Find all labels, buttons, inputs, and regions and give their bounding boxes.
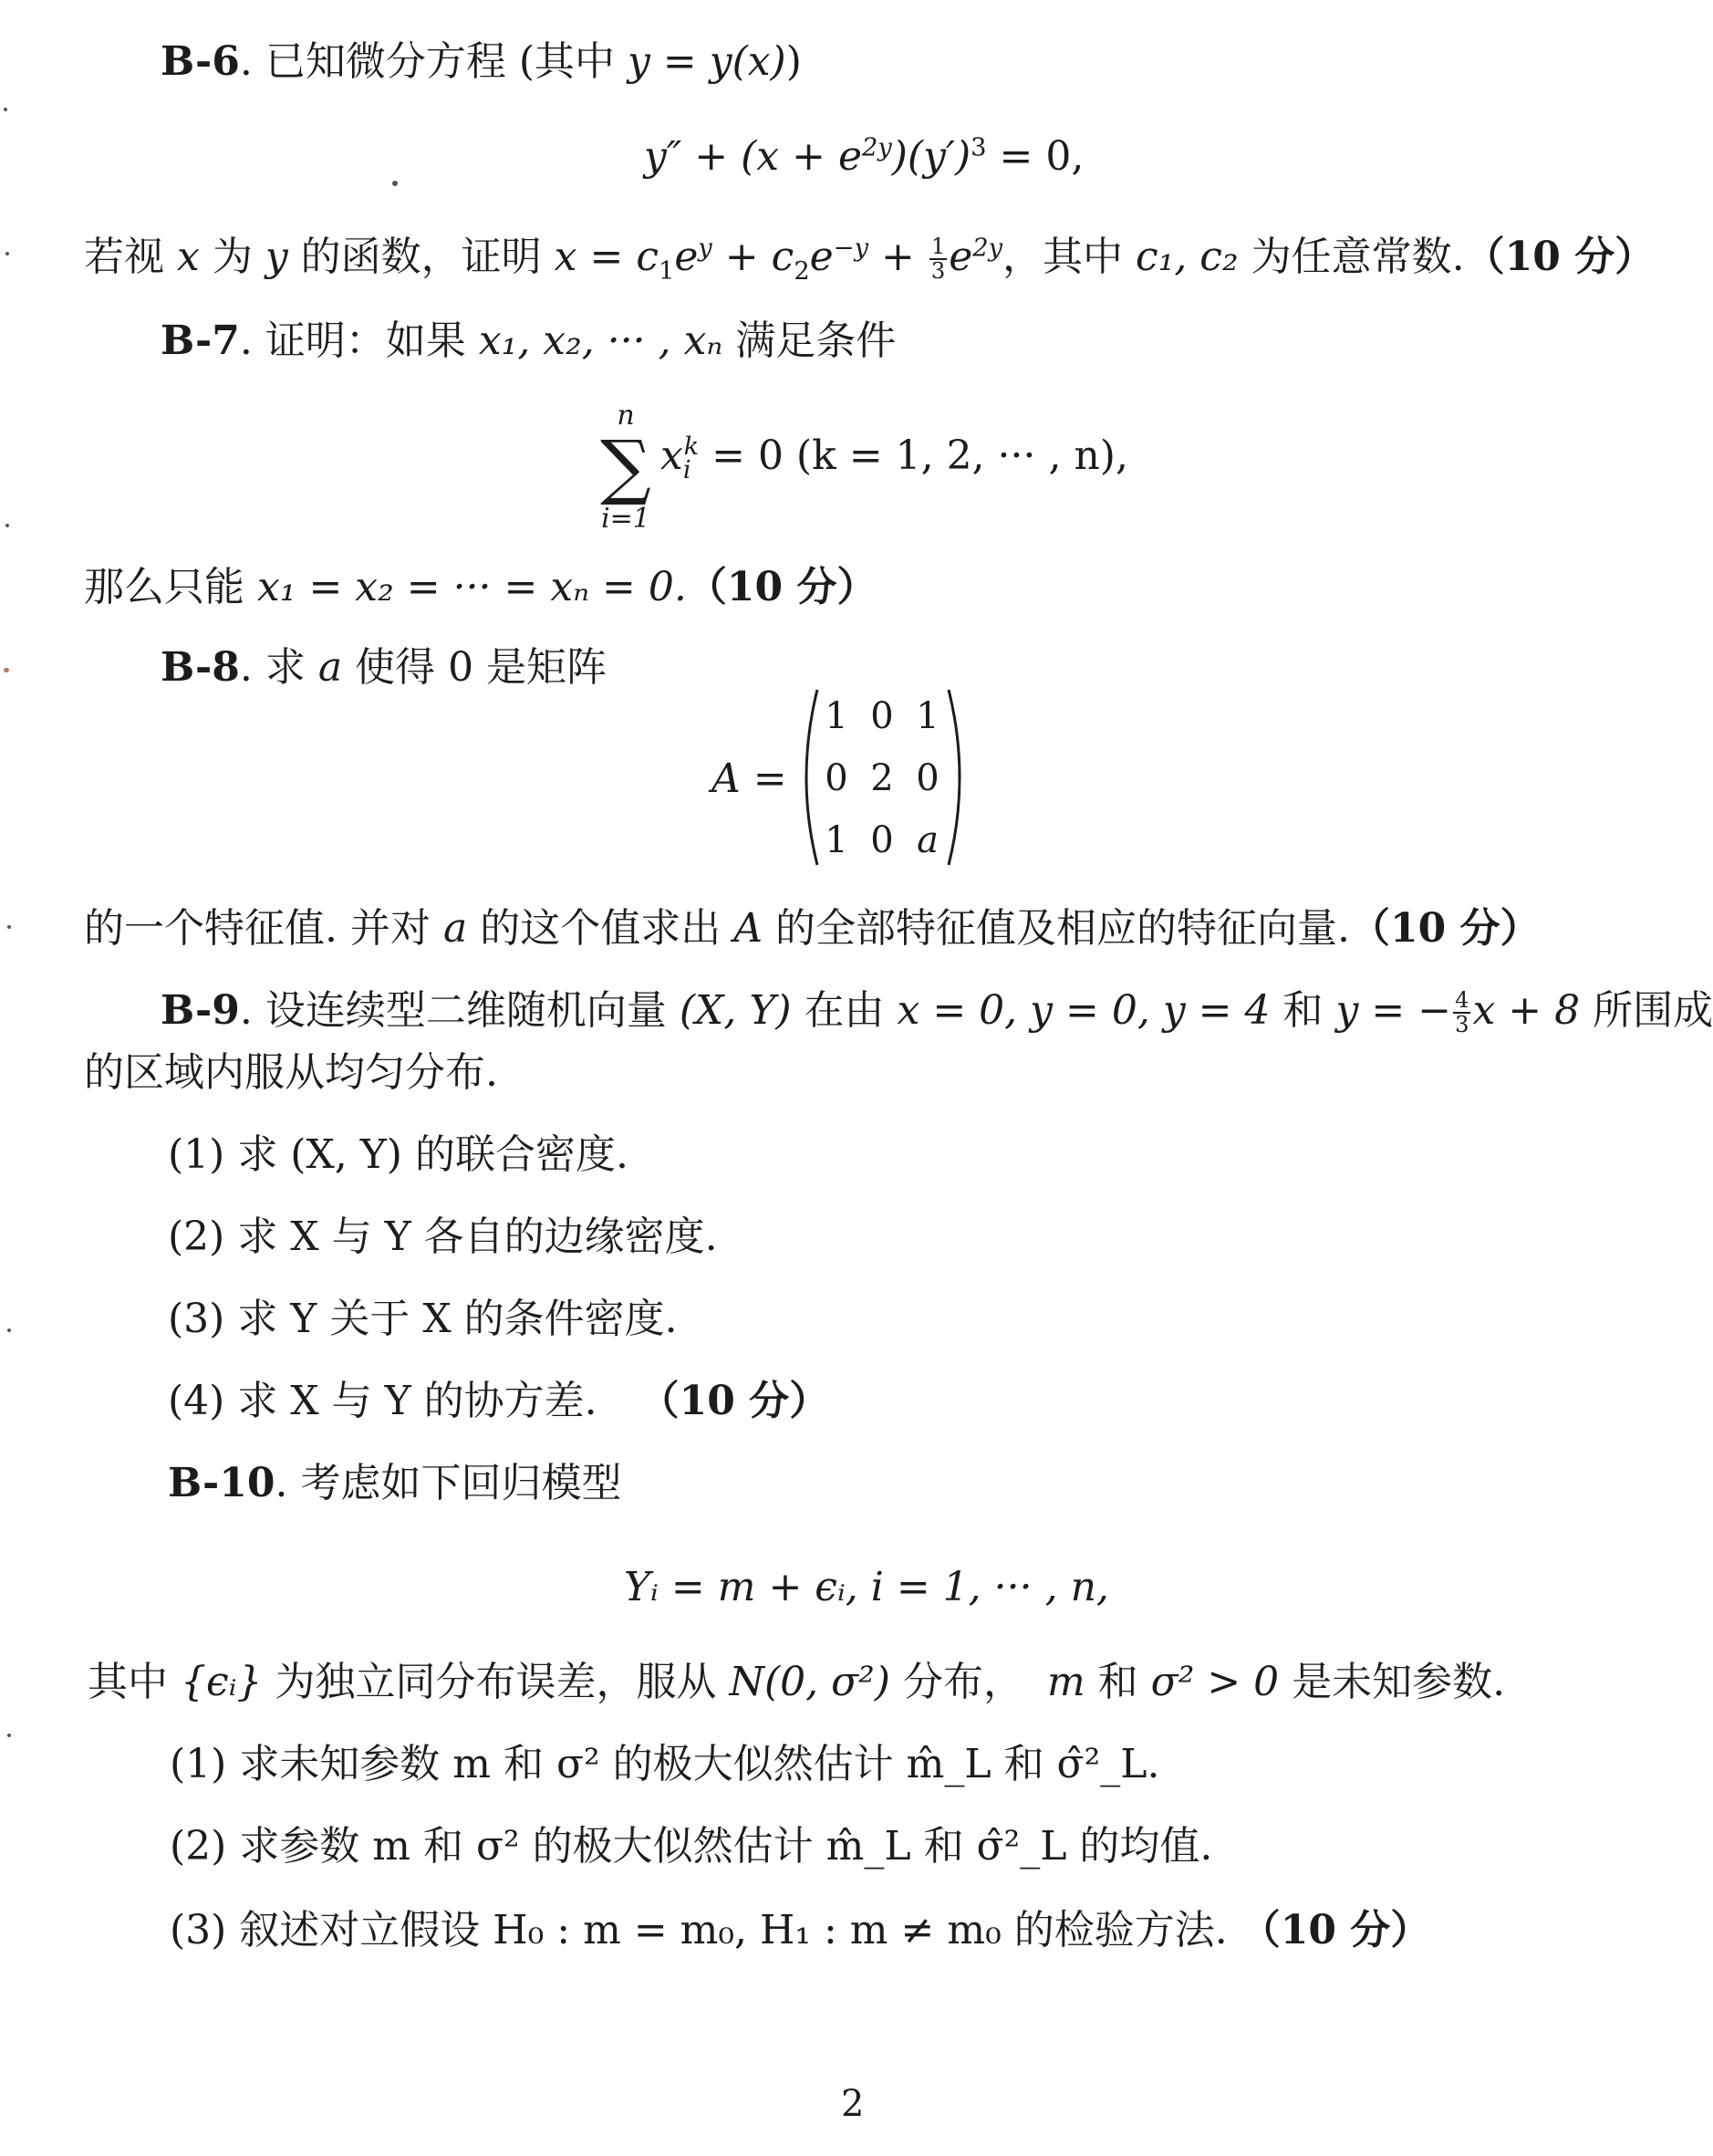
b10-desc-b: 为独立同分布误差，服从 [262,1659,730,1705]
scan-speck [4,668,9,672]
b6-text-b: 为 [199,233,265,280]
b7-condition: $x_i^k = 0$ (k = 1, 2, ··· , n), [660,432,1128,484]
scan-speck [7,925,11,929]
scan-speck [392,181,398,186]
b6-text-c: 的函数，证明 [287,233,555,280]
b6-x: x [177,233,200,280]
b9-item-2: (2) 求 X 与 Y 各自的边缘密度. [168,1213,718,1260]
b7-intro-end: 满足条件 [722,318,897,364]
b10-dist: N(0, σ²) [729,1659,890,1705]
b10-intro: . 考虑如下回归模型 [275,1460,622,1506]
b8-a-ref: a [442,905,468,952]
b9-item-3: (3) 求 Y 关于 X 的条件密度. [168,1296,678,1342]
b6-y: y [265,233,288,280]
b10-item-3-row [170,1907,1431,1953]
b7-intro: . 证明：如果 [239,318,479,364]
b9-line-a: y = − [1335,986,1452,1034]
b8-heading [161,644,607,691]
b9-xy: (X, Y) [679,986,792,1034]
b8-score: （10 分） [1349,905,1541,952]
b7-conclusion [84,564,877,610]
b9-he: 和 [1270,986,1336,1034]
b6-claim-formula: $x = c_1e^y + c_2e^{-y}$ + $\frac{1}{3}$ $e^{2y}$ [554,233,1003,286]
b10-desc-c: 分布， [889,1659,1023,1705]
b7-conclusion-eq: x₁ = x₂ = ··· = xₙ = 0. [257,564,687,610]
scan-speck [4,108,7,111]
b7-summation [591,400,660,535]
b6-consts: c₁, c₂ [1136,233,1239,280]
b6-intro-y: y = y(x) [628,38,786,85]
b10-desc-e: 是未知参数. [1279,1659,1506,1705]
b7-score: （10 分） [686,564,877,610]
b9-intro-line2: 的区域内服从均匀分布. [84,1049,498,1096]
b6-label: B-6 [161,38,240,85]
scan-speck [5,524,9,527]
matrix-cell: 0 [916,757,940,799]
sigma-symbol: ∑ [600,426,651,508]
b9-frac-den: 3 [1455,1012,1469,1038]
b6-text-d: 为任意常数. [1238,233,1465,280]
b8-matrix [794,686,972,869]
matrix-cell: 1 [916,695,940,737]
b6-intro-end: ) [785,38,802,85]
b9-intro: . 设连续型二维随机向量 [239,986,680,1034]
matrix-cell: 1 [825,695,848,737]
b7-vars: x₁, x₂, ··· , xₙ [478,318,723,364]
b10-params: m [1046,1659,1085,1705]
b10-desc-d: 和 [1085,1659,1151,1705]
b9-intro-mid: 在由 [791,986,898,1034]
b10-eps: {ϵᵢ} [181,1659,263,1705]
b9-label: B-9 [161,986,240,1034]
b6-text-a: 若视 [84,233,177,280]
b7-sum-upper: n [617,400,635,432]
page-number: 2 [841,2083,865,2125]
b9-fraction [1453,989,1470,1037]
b8-intro: . 求 [239,644,318,691]
b8-text-b: 的这个值求出 [467,905,734,952]
b6-score: （10 分） [1464,233,1656,280]
matrix-cell: 0 [870,695,894,737]
b10-label: B-10 [168,1460,275,1506]
b8-matrix-name: A = [711,755,787,802]
b9-item-4: (4) 求 X 与 Y 的协方差. [168,1378,597,1424]
b9-bounds: x = 0, y = 0, y = 4 [897,986,1271,1034]
scan-speck [7,1734,11,1737]
b8-task [84,905,1541,952]
b7-condition-text: = 0 (k = 1, 2, ··· , n), [711,432,1128,479]
b6-heading [161,38,802,85]
b10-item-3: (3) 叙述对立假设 H₀ : m = m₀, H₁ : m ≠ m₀ 的检验方法. [170,1907,1228,1953]
b9-heading [161,986,1713,1038]
b9-item-4-row [168,1378,830,1424]
scan-speck [7,1328,11,1332]
b6-intro: . 已知微分方程 (其中 [239,38,628,85]
b7-heading [161,318,897,364]
b10-model: Yᵢ = m + ϵᵢ, i = 1, ··· , n, [624,1564,1109,1610]
b8-intro-end: 使得 0 是矩阵 [342,644,607,691]
b9-line-b: x + 8 [1472,986,1581,1034]
b8-a: a [317,644,343,691]
b10-item-1: (1) 求未知参数 m 和 σ² 的极大似然估计 m̂_L 和 σ̂²_L. [170,1741,1160,1787]
matrix-cell: 2 [870,757,894,799]
b8-text-a: 的一个特征值. 并对 [84,905,443,952]
b10-item-2: (2) 求参数 m 和 σ² 的极大似然估计 m̂_L 和 σ̂²_L 的均值. [170,1823,1213,1870]
b7-label: B-7 [161,318,240,364]
b10-sigma: σ² > 0 [1150,1659,1280,1705]
b6-claim [84,235,1655,284]
matrix-cell: 1 [825,819,848,861]
matrix-cell: 0 [825,757,848,799]
b8-label: B-8 [161,644,240,691]
b10-score: （10 分） [1240,1907,1431,1953]
b10-desc-a: 其中 [88,1659,181,1705]
b10-heading [168,1460,622,1506]
b9-item-1: (1) 求 (X, Y) 的联合密度. [168,1131,628,1178]
b6-claim-end: ，其中 [1002,233,1137,280]
b8-A: A [733,905,763,952]
b9-frac-num: 4 [1455,987,1469,1013]
b7-conclusion-a: 那么只能 [84,564,257,610]
matrix-cell: 0 [870,819,894,861]
b9-intro-end: 所围成 [1580,986,1713,1034]
matrix-cell: a [917,819,939,861]
scan-speck [5,252,9,255]
b9-score: （10 分） [638,1378,830,1424]
b10-description [88,1659,1506,1705]
b7-sum-lower: i=1 [601,503,650,535]
b8-text-c: 的全部特征值及相应的特征向量. [762,905,1350,952]
b6-equation: $y'' + (x + e^{2y})(y')^3 = 0$, [644,133,1085,180]
